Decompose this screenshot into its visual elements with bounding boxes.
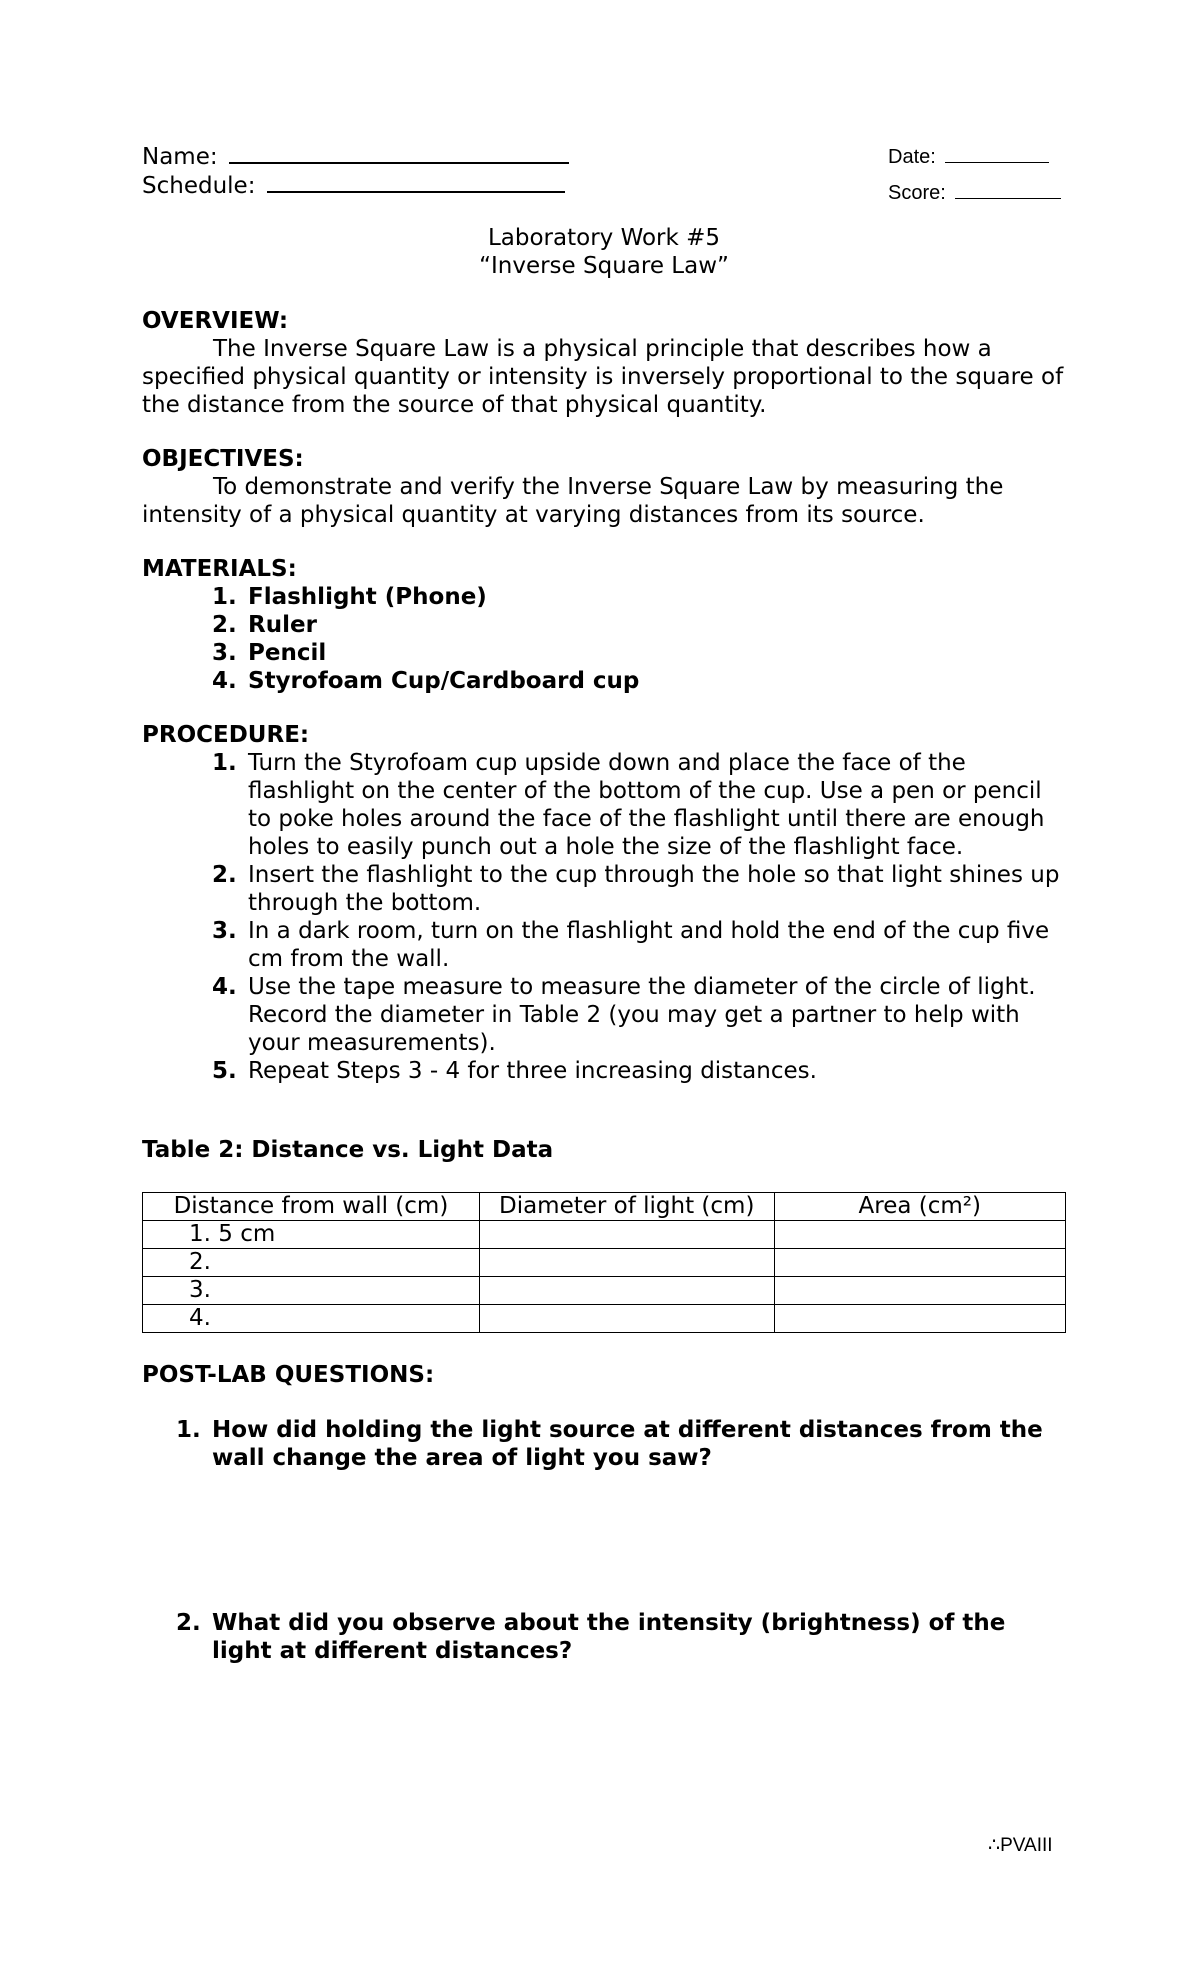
table-caption: Table 2: Distance vs. Light Data xyxy=(142,1137,554,1163)
overview-section xyxy=(142,307,1072,419)
table-row xyxy=(143,1249,1066,1277)
objectives-text: To demonstrate and verify the Inverse Square Law by measuring the intensity of a physical quantity at varying distances from its source. xyxy=(142,474,1004,528)
table-row xyxy=(143,1305,1066,1333)
name-blank xyxy=(229,142,569,164)
name-line xyxy=(142,142,569,171)
table-cell[interactable] xyxy=(774,1277,1065,1305)
list-item: 1. Flashlight (Phone) xyxy=(212,584,487,610)
title-line-2: “Inverse Square Law” xyxy=(479,253,729,279)
procedure-step: 3. In a dark room, turn on the flashlight and hold the end of the cup five cm from the wall. xyxy=(212,918,1050,972)
table-cell[interactable] xyxy=(479,1277,774,1305)
date-blank xyxy=(945,148,1049,163)
question-text: How did holding the light source at different distances from the wall change the area of light you saw? xyxy=(212,1417,1043,1471)
procedure-step: 5. Repeat Steps 3 - 4 for three increasing distances. xyxy=(212,1058,817,1084)
table-cell[interactable] xyxy=(774,1221,1065,1249)
table-cell[interactable] xyxy=(479,1221,774,1249)
table-header-cell: Diameter of light (cm) xyxy=(479,1193,774,1221)
procedure-list xyxy=(212,749,1064,1085)
post-lab-heading: POST-LAB QUESTIONS: xyxy=(142,1362,435,1388)
procedure-step: 4. Use the tape measure to measure the diameter of the circle of light. Record the diameter in Table 2 (you may get a partner to help with your measurements). xyxy=(212,974,1036,1056)
question-number: 1. xyxy=(176,1417,201,1443)
post-lab-question-1 xyxy=(176,1416,1056,1472)
question-number: 2. xyxy=(176,1610,201,1636)
student-info xyxy=(142,142,569,200)
procedure-step: 1. Turn the Styrofoam cup upside down and place the face of the flashlight on the center of the bottom of the cup. Use a pen or pencil to poke holes around the face of the flashlight until there are enough holes to easily punch out a hole the size of the flashlight face. xyxy=(212,750,1045,860)
schedule-line xyxy=(142,171,569,200)
procedure-step: 2. Insert the flashlight to the cup through the hole so that light shines up through the bottom. xyxy=(212,862,1060,916)
objectives-heading: OBJECTIVES: xyxy=(142,446,304,472)
table-row xyxy=(143,1277,1066,1305)
question-text: What did you observe about the intensity (brightness) of the light at different distances? xyxy=(212,1610,1006,1664)
score-blank xyxy=(955,184,1061,199)
list-item: 3. Pencil xyxy=(212,640,327,666)
table-cell[interactable] xyxy=(774,1305,1065,1333)
table-cell[interactable] xyxy=(774,1249,1065,1277)
procedure-heading: PROCEDURE: xyxy=(142,722,310,748)
table-cell[interactable]: 1. 5 cm xyxy=(143,1221,480,1249)
table-header-row xyxy=(143,1193,1066,1221)
list-item: 2. Ruler xyxy=(212,612,317,638)
data-table xyxy=(142,1192,1066,1333)
page-title xyxy=(142,224,1066,280)
score-line xyxy=(888,175,1061,211)
overview-text: The Inverse Square Law is a physical principle that describes how a specified physical quantity or intensity is inversely proportional to the square of the distance from the source of that physical quantity. xyxy=(142,336,1064,418)
date-label: Date: xyxy=(888,146,936,168)
schedule-label: Schedule: xyxy=(142,173,256,199)
schedule-blank xyxy=(267,171,565,193)
table-header-cell: Distance from wall (cm) xyxy=(143,1193,480,1221)
table-row xyxy=(143,1221,1066,1249)
post-lab-question-2 xyxy=(176,1609,1056,1665)
materials-heading: MATERIALS: xyxy=(142,556,297,582)
grading-info xyxy=(888,139,1061,211)
list-item: 4. Styrofoam Cup/Cardboard cup xyxy=(212,668,640,694)
date-line xyxy=(888,139,1061,175)
overview-heading: OVERVIEW: xyxy=(142,308,289,334)
table-cell[interactable]: 4. xyxy=(143,1305,480,1333)
name-label: Name: xyxy=(142,144,218,170)
table-cell[interactable] xyxy=(479,1305,774,1333)
table-header-cell: Area (cm²) xyxy=(774,1193,1065,1221)
table-cell[interactable] xyxy=(479,1249,774,1277)
score-label: Score: xyxy=(888,182,946,204)
objectives-section xyxy=(142,445,1072,529)
table-cell[interactable]: 3. xyxy=(143,1277,480,1305)
author-signature: ∴PVAIII xyxy=(988,1835,1053,1856)
title-line-1: Laboratory Work #5 xyxy=(487,225,721,251)
materials-list xyxy=(212,583,1072,695)
table-cell[interactable]: 2. xyxy=(143,1249,480,1277)
